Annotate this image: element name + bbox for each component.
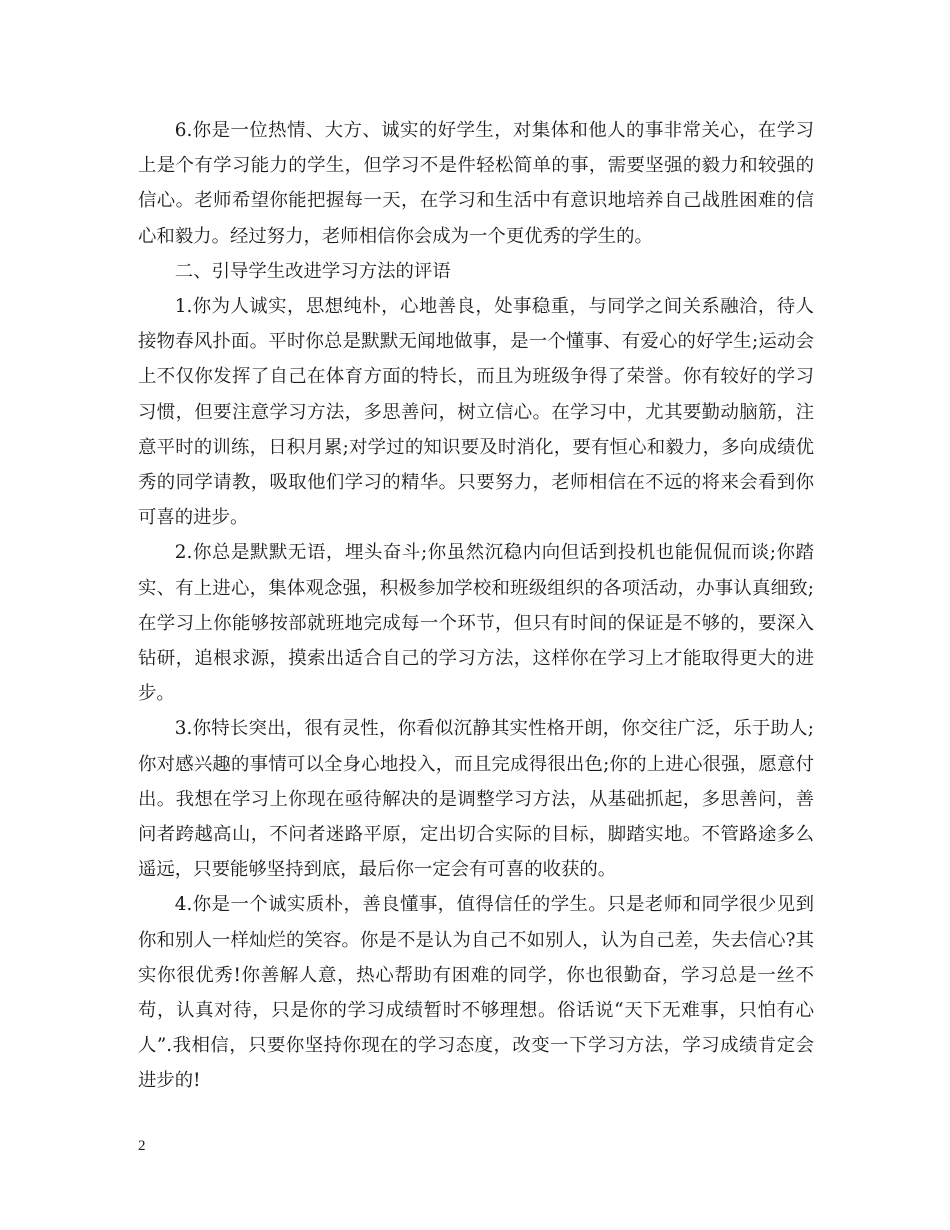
page-number: 2 xyxy=(138,1138,146,1154)
paragraph-comment-6: 6.你是一位热情、大方、诚实的好学生，对集体和他人的事非常关心，在学习上是个有学习能力的学生，但学习不是件轻松简单的事，需要坚强的毅力和较强的信心。老师希望你能把握每一天，在学习和生活中有意识地培养自己战胜困难的信心和毅力。经过努力，老师相信你会成为一个更优秀的学生的。 xyxy=(138,120,814,247)
paragraph-comment-1: 1.你为人诚实，思想纯朴，心地善良，处事稳重，与同学之间关系融洽，待人接物春风扑面。平时你总是默默无闻地做事，是一个懂事、有爱心的好学生;运动会上不仅你发挥了自己在体育方面的特长，而且为班级争得了荣誉。你有较好的学习习惯，但要注意学习方法，多思善问，树立信心。在学习中，尤其要勤动脑筋，注意平时的训练，日积月累;对学过的知识要及时消化，要有恒心和毅力，多向成绩优秀的同学请教，吸取他们学习的精华。只要努力，老师相信在不远的将来会看到你可喜的进步。 xyxy=(138,296,814,529)
paragraph-comment-2: 2.你总是默默无语，埋头奋斗;你虽然沉稳内向但话到投机也能侃侃而谈;你踏实、有上进心，集体观念强，积极参加学校和班级组织的各项活动，办事认真细致;在学习上你能够按部就班地完成每一个环节，但只有时间的保证是不够的，要深入钻研，追根求源，摸索出适合自己的学习方法，这样你在学习上才能取得更大的进步。 xyxy=(138,542,814,705)
document-body xyxy=(138,113,814,1099)
section-heading: 二、引导学生改进学习方法的评语 xyxy=(174,260,451,282)
paragraph-comment-4: 4.你是一个诚实质朴，善良懂事，值得信任的学生。只是老师和同学很少见到你和别人一样灿烂的笑容。你是不是认为自己不如别人，认为自己差，失去信心?其实你很优秀!你善解人意，热心帮助有困难的同学，你也很勤奋，学习总是一丝不苟，认真对待，只是你的学习成绩暂时不够理想。俗话说“天下无难事，只怕有心人”.我相信，只要你坚持你现在的学习态度，改变一下学习方法，学习成绩肯定会进步的! xyxy=(138,894,814,1092)
paragraph-comment-3: 3.你特长突出，很有灵性，你看似沉静其实性格开朗，你交往广泛，乐于助人;你对感兴趣的事情可以全身心地投入，而且完成得很出色;你的上进心很强，愿意付出。我想在学习上你现在亟待解决的是调整学习方法，从基础抓起，多思善问，善问者跨越高山，不问者迷路平原，定出切合实际的目标，脚踏实地。不管路途多么遥远，只要能够坚持到底，最后你一定会有可喜的收获的。 xyxy=(138,718,814,881)
